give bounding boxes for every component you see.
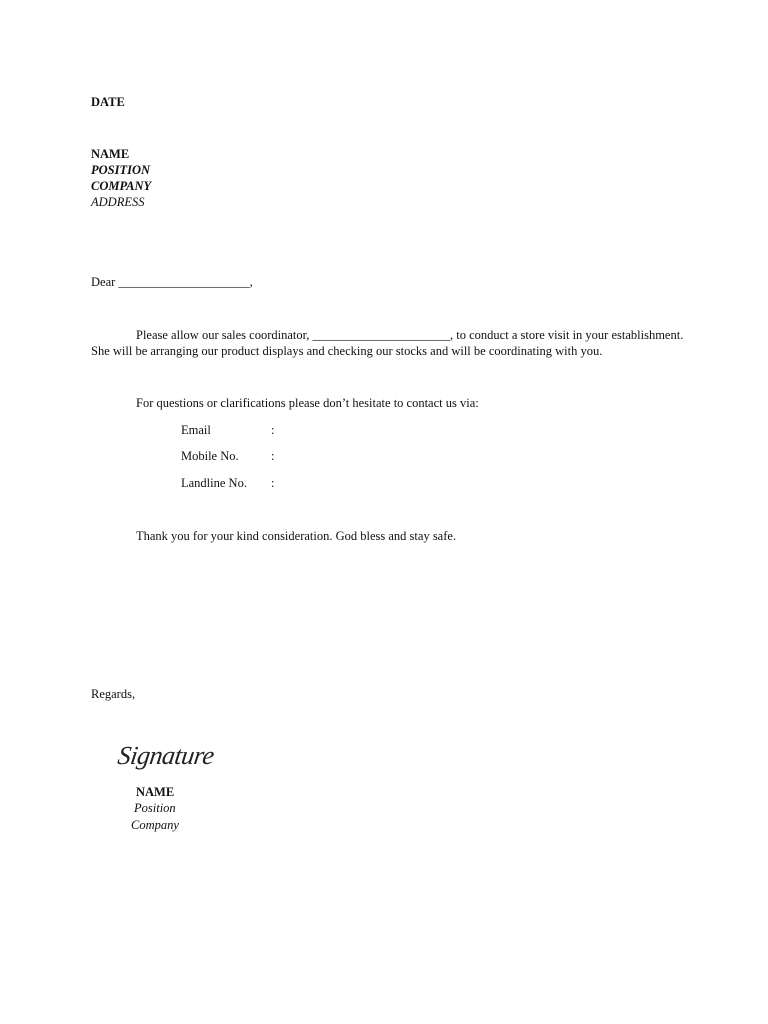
contact-intro: For questions or clarifications please don’t hesitate to contact us via: [136, 396, 479, 410]
contact-mobile-label: Mobile No. [181, 449, 239, 463]
salutation: Dear _____________________, [91, 275, 253, 289]
contact-mobile-separator: : [271, 449, 275, 463]
contact-email-label: Email [181, 423, 211, 437]
body-paragraph-line-1: Please allow our sales coordinator, ______________________, to conduct a store visit in your establishment. [136, 328, 684, 342]
signature: Signature [116, 741, 216, 770]
recipient-position: POSITION [91, 163, 151, 177]
sender-company: Company [131, 818, 179, 832]
recipient-company: COMPANY [91, 179, 152, 193]
contact-landline-separator: : [271, 476, 275, 490]
contact-email-separator: : [271, 423, 275, 437]
body-paragraph-line-2: She will be arranging our product displays and checking our stocks and will be coordinating with you. [91, 344, 603, 358]
thank-you-line: Thank you for your kind consideration. God bless and stay safe. [136, 529, 457, 543]
recipient-name: NAME [91, 147, 130, 161]
closing: Regards, [91, 687, 136, 701]
date-field: DATE [91, 95, 125, 109]
recipient-address: ADDRESS [91, 195, 145, 209]
sender-position: Position [134, 801, 176, 815]
sender-name: NAME [136, 785, 175, 799]
contact-landline-label: Landline No. [181, 476, 247, 490]
